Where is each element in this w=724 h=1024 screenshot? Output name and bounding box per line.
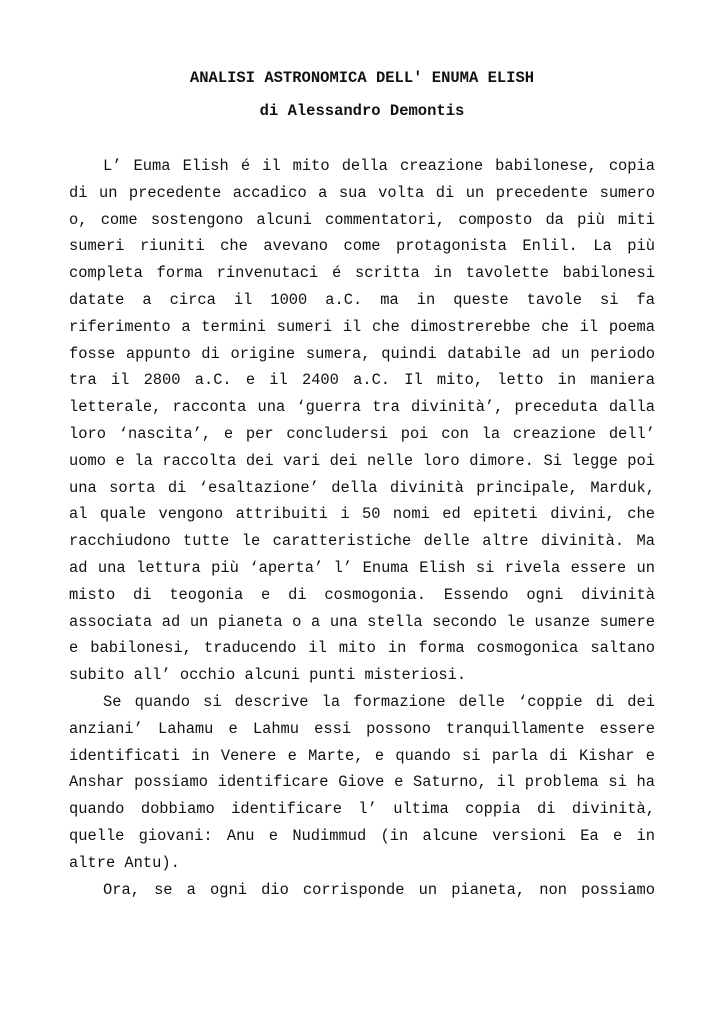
paragraph-1: L’ Euma Elish é il mito della creazione babilonese, copia di un precedente accadico a sua volta di un precedente sumero o, come sostengono alcuni commentatori, composto da più miti sumeri riuniti che avevano come protagonista Enlil. La più completa forma rinvenutaci é scritta in tavolette babilonesi datate a circa il 1000 a.C. ma in queste tavole si fa riferimento a termini sumeri il che dimostrerebbe che il poema fosse appunto di origine sumera, quindi databile ad un periodo tra il 2800 a.C. e il 2400 a.C. Il mito, letto in maniera letterale, racconta una ‘guerra tra divinità’, preceduta dalla loro ‘nascita’, e per concludersi poi con la creazione dell’ uomo e la raccolta dei vari dei nelle loro dimore. Si legge poi una sorta di ‘esaltazione’ della divinità principale, Marduk, al quale vengono attribuiti i 50 nomi ed epiteti divini, che racchiudono tutte le caratteristiche delle altre divinità. Ma ad una lettura più ‘aperta’ l’ Enuma Elish si rivela essere un misto di teogonia e di cosmogonia. Essendo ogni divinità associata ad un pianeta o a una stella secondo le usanze sumere e babilonesi, traducendo il mito in forma cosmogonica saltano subito all’ occhio alcuni punti misteriosi.: [69, 157, 655, 685]
paragraph-2: Se quando si descrive la formazione delle ‘coppie di dei anziani’ Lahamu e Lahmu essi possono tranquillamente essere identificati in Venere e Marte, e quando si parla di Kishar e Anshar possiamo identificare Giove e Saturno, il problema si ha quando dobbiamo identificare l’ ultima coppia di divinità, quelle giovani: Anu e Nudimmud (in alcune versioni Ea e in altre Antu).: [69, 692, 655, 872]
document-title: ANALISI ASTRONOMICA DELL' ENUMA ELISH: [189, 69, 535, 87]
document-body: [69, 153, 655, 903]
paragraph-3: Ora, se a ogni dio corrisponde un pianeta, non possiamo: [103, 880, 655, 899]
document-author: di Alessandro Demontis: [259, 102, 465, 120]
